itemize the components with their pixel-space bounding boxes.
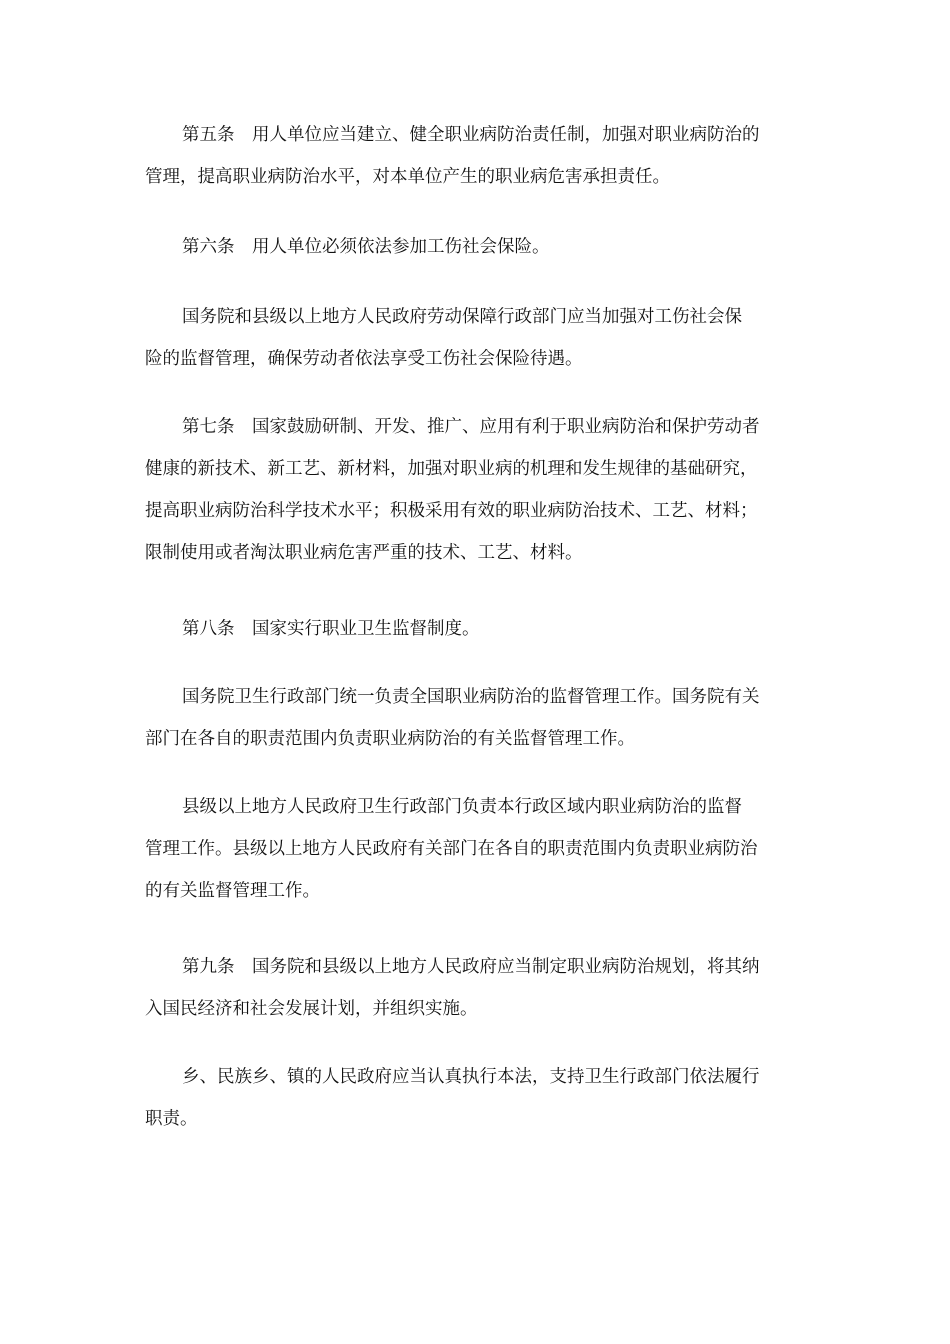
- text-line: 提高职业病防治科学技术水平；积极采用有效的职业病防治技术、工艺、材料；: [145, 501, 758, 521]
- article-6-paragraph: [145, 226, 815, 268]
- article-8-paragraph: [145, 608, 815, 650]
- article-8-clause-3-paragraph: [145, 786, 815, 912]
- text-line: 第五条 用人单位应当建立、健全职业病防治责任制，加强对职业病防治的: [182, 125, 760, 145]
- text-line: 乡、民族乡、镇的人民政府应当认真执行本法，支持卫生行政部门依法履行: [182, 1067, 760, 1087]
- text-line: 管理，提高职业病防治水平，对本单位产生的职业病危害承担责任。: [145, 167, 670, 187]
- text-line: 第九条 国务院和县级以上地方人民政府应当制定职业病防治规划，将其纳: [182, 957, 760, 977]
- text-line: 限制使用或者淘汰职业病危害严重的技术、工艺、材料。: [145, 543, 583, 563]
- article-9-paragraph: [145, 946, 815, 1030]
- text-line: 第六条 用人单位必须依法参加工伤社会保险。: [182, 237, 550, 257]
- text-line: 国务院卫生行政部门统一负责全国职业病防治的监督管理工作。国务院有关: [182, 687, 760, 707]
- text-line: 部门在各自的职责范围内负责职业病防治的有关监督管理工作。: [145, 729, 635, 749]
- text-line: 健康的新技术、新工艺、新材料，加强对职业病的机理和发生规律的基础研究，: [145, 459, 758, 479]
- text-line: 国务院和县级以上地方人民政府劳动保障行政部门应当加强对工伤社会保: [182, 307, 742, 327]
- article-7-paragraph: [145, 406, 815, 574]
- text-line: 第八条 国家实行职业卫生监督制度。: [182, 619, 480, 639]
- article-8-clause-2-paragraph: [145, 676, 815, 760]
- article-6-clause-2-paragraph: [145, 296, 815, 380]
- text-line: 入国民经济和社会发展计划，并组织实施。: [145, 999, 478, 1019]
- article-9-clause-2-paragraph: [145, 1056, 815, 1140]
- article-5-paragraph: [145, 114, 815, 198]
- text-line: 职责。: [145, 1109, 198, 1129]
- text-line: 的有关监督管理工作。: [145, 881, 320, 901]
- text-line: 险的监督管理，确保劳动者依法享受工伤社会保险待遇。: [145, 349, 583, 369]
- text-line: 县级以上地方人民政府卫生行政部门负责本行政区域内职业病防治的监督: [182, 797, 742, 817]
- text-line: 管理工作。县级以上地方人民政府有关部门在各自的职责范围内负责职业病防治: [145, 839, 758, 859]
- text-line: 第七条 国家鼓励研制、开发、推广、应用有利于职业病防治和保护劳动者: [182, 417, 760, 437]
